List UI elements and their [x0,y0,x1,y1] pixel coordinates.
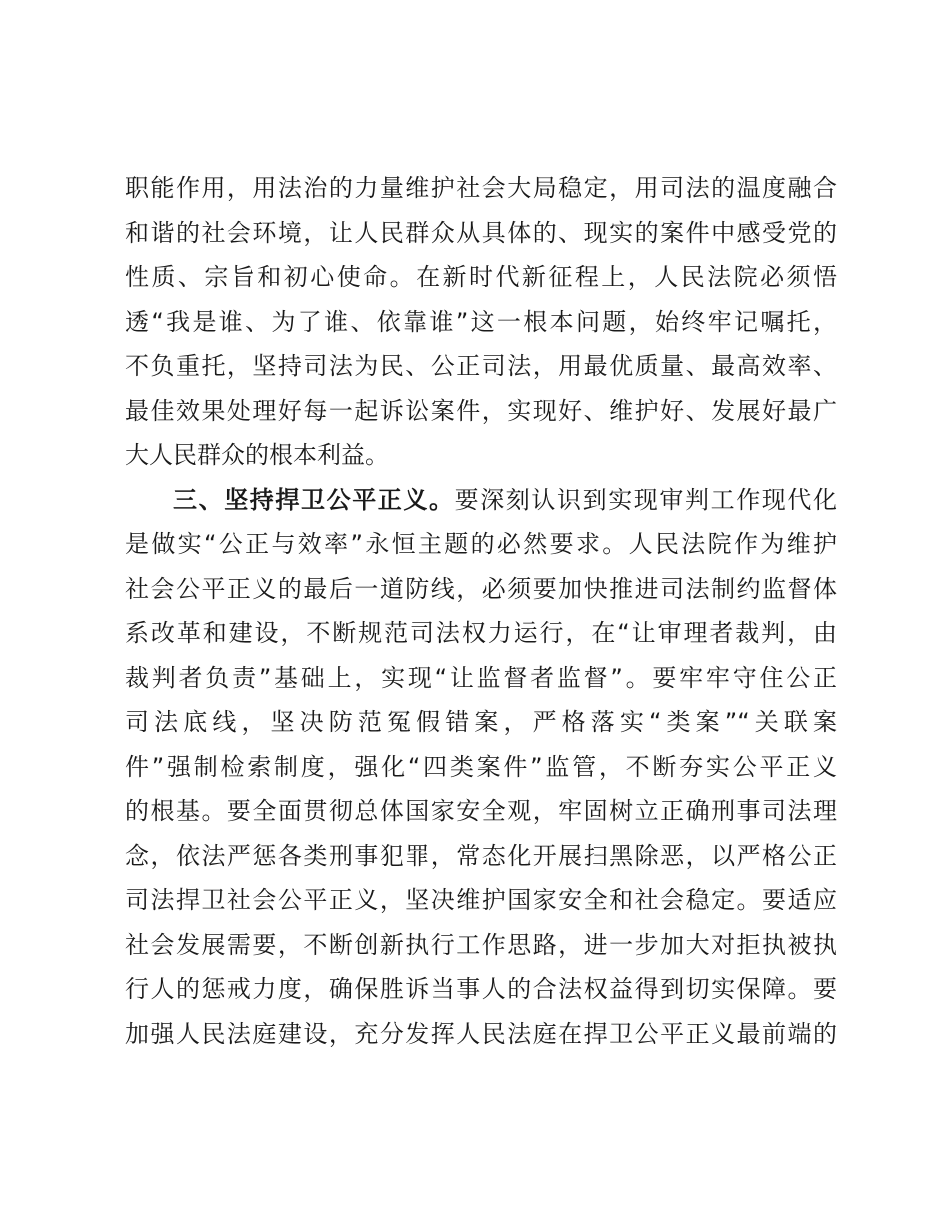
paragraph2-line-4: 裁判者负责”基础上，实现“让监督者监督”。要牢牢守住公正 [125,663,837,692]
paragraph2-line-10: 社会发展需要，不断创新执行工作思路，进一步加大对拒执被执 [125,930,837,959]
paragraph2-line-3: 系改革和建设，不断规范司法权力运行，在“让审理者裁判，由 [125,619,837,647]
paragraph1-line-6: 最佳效果处理好每一起诉讼案件，实现好、维护好、发展好最广 [125,396,837,425]
paragraph1-line-5: 不负重托，坚持司法为民、公正司法，用最优质量、最高效率、 [125,352,837,380]
paragraph2-line-7: 的根基。要全面贯彻总体国家安全观，牢固树立正确刑事司法理 [125,797,837,825]
paragraph2-line-9: 司法捍卫社会公平正义，坚决维护国家安全和社会稳定。要适应 [125,886,837,914]
paragraph1-line-3: 性质、宗旨和初心使命。在新时代新征程上，人民法院必须悟 [125,263,837,291]
paragraph1-line-2: 和谐的社会环境，让人民群众从具体的、现实的案件中感受党的 [125,218,837,247]
body-text [125,166,837,1056]
paragraph2-first-line-text: 要深刻认识到实现审判工作现代化 [454,485,838,514]
paragraph1-line-4: 透“我是谁、为了谁、依靠谁”这一根本问题，始终牢记嘱托， [125,307,837,336]
paragraph2-first-line [125,478,837,523]
paragraph2-line-12: 加强人民法庭建设，充分发挥人民法庭在捍卫公平正义最前端的 [125,1019,837,1048]
paragraph2-line-5: 司法底线，坚决防范冤假错案，严格落实“类案”“关联案 [125,708,837,736]
paragraph1-line-7: 大人民群众的根本利益。 [125,441,389,469]
paragraph2-line-2: 社会公平正义的最后一道防线，必须要加快推进司法制约监督体 [125,574,837,603]
paragraph2-line-1: 是做实“公正与效率”永恒主题的必然要求。人民法院作为维护 [125,530,837,558]
section-heading: 三、坚持捍卫公平正义。 [173,485,455,514]
paragraph2-line-6: 件”强制检索制度，强化“四类案件”监管，不断夯实公平正义 [125,752,837,781]
paragraph1-line-1: 职能作用，用法治的力量维护社会大局稳定，用司法的温度融合 [125,174,837,202]
paragraph2-line-11: 行人的惩戒力度，确保胜诉当事人的合法权益得到切实保障。要 [125,975,837,1003]
paragraph2-line-8: 念，依法严惩各类刑事犯罪，常态化开展扫黑除恶，以严格公正 [125,841,837,870]
